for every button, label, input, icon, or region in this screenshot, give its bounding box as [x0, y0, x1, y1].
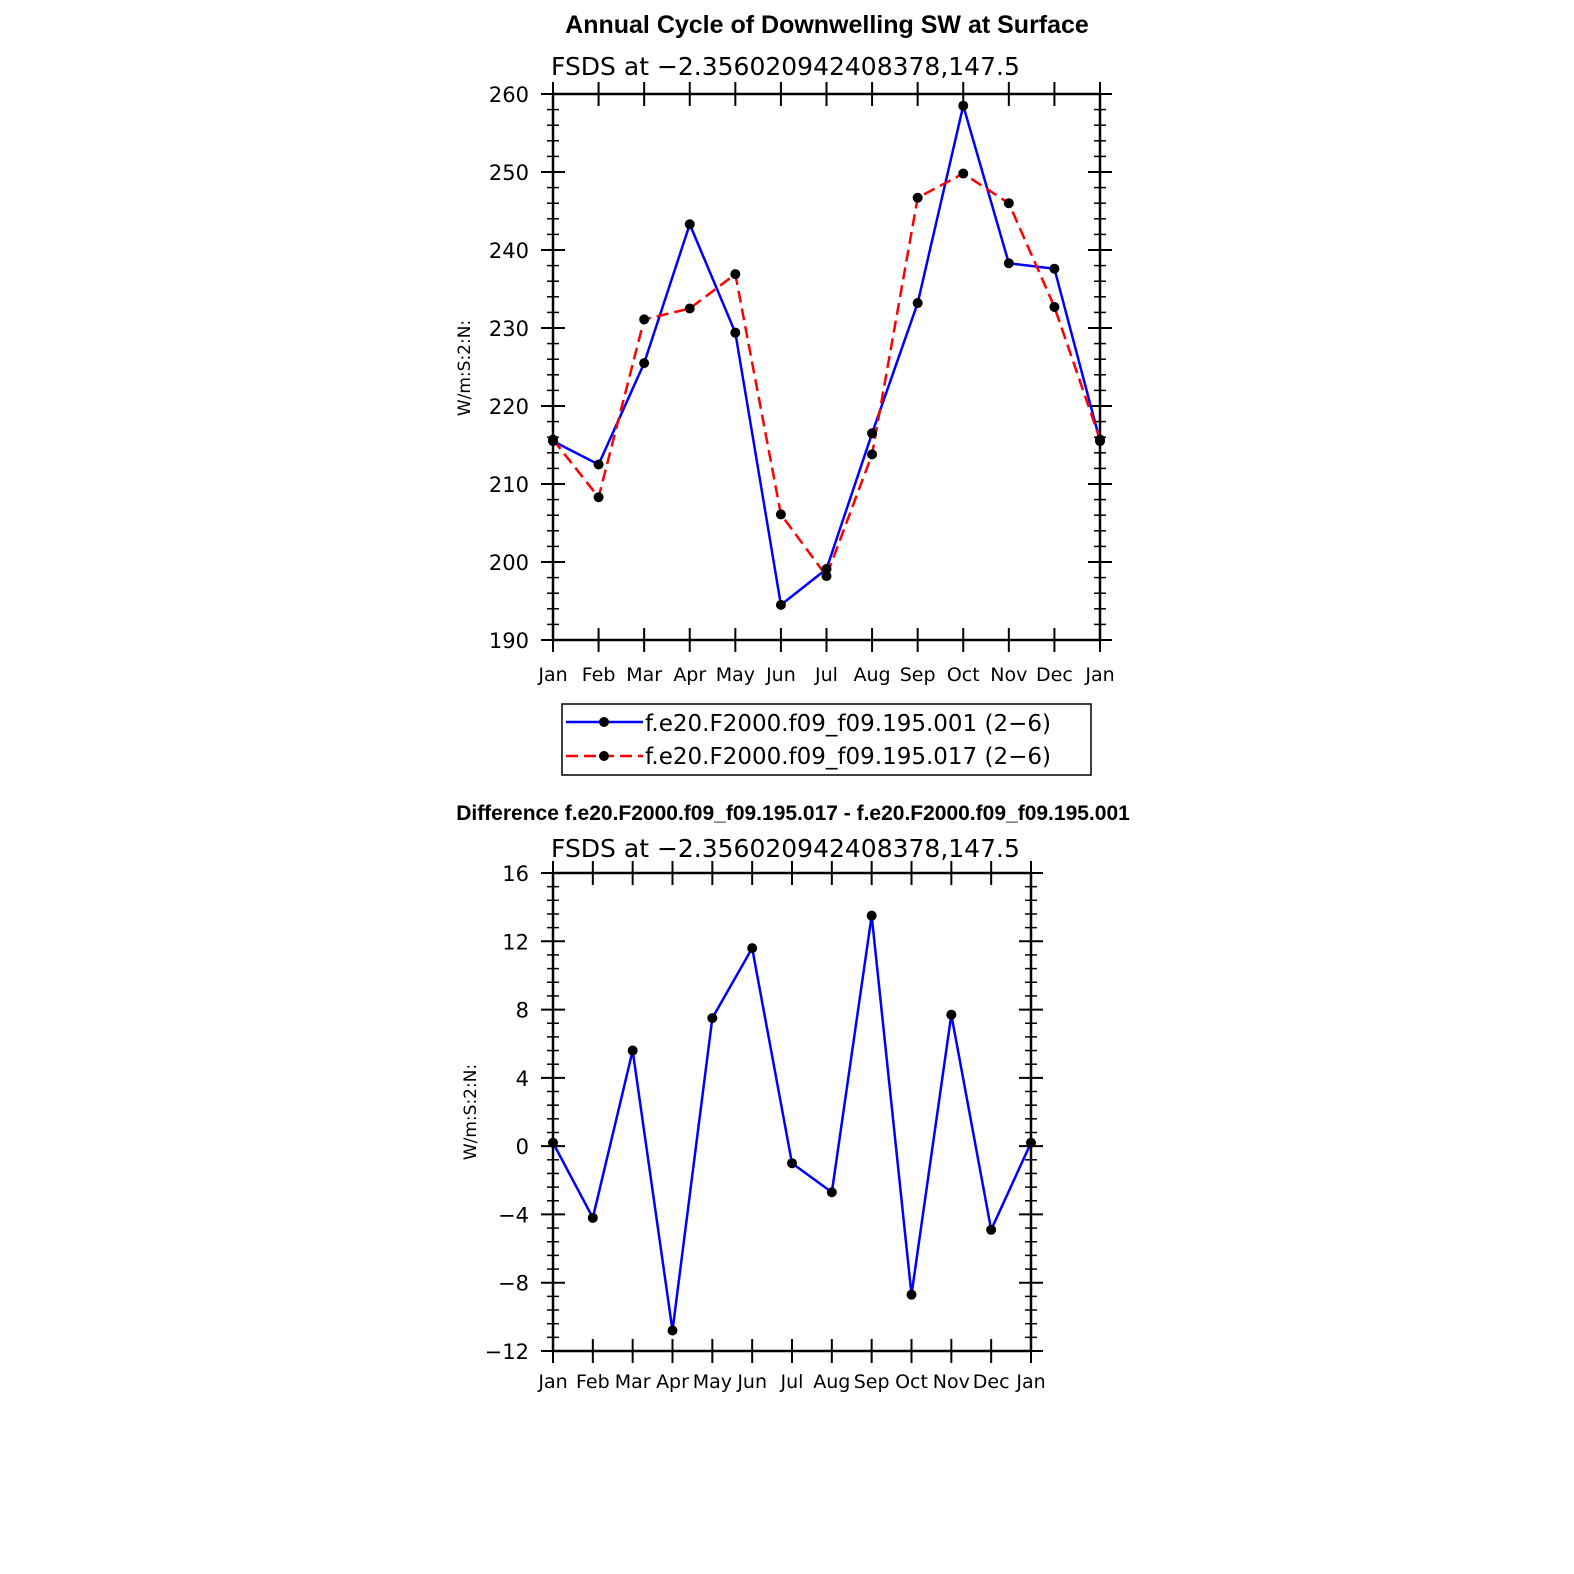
x-tick-label: Aug: [853, 664, 891, 686]
data-point: [1049, 264, 1059, 274]
x-tick-label: Oct: [946, 664, 980, 686]
x-tick-label: Mar: [614, 1371, 651, 1393]
x-tick-label: Jan: [1016, 1371, 1046, 1393]
y-tick-label: 190: [488, 629, 529, 653]
x-tick-label: Mar: [626, 664, 663, 686]
chart-title: Annual Cycle of Downwelling SW at Surface: [565, 11, 1089, 39]
y-tick-label: 220: [488, 395, 529, 419]
data-point: [1026, 1138, 1036, 1148]
x-tick-label: Feb: [576, 1371, 610, 1393]
y-tick-label: 240: [488, 239, 529, 263]
x-tick-label: Sep: [853, 1371, 890, 1393]
x-tick-label: Jun: [766, 664, 796, 686]
x-tick-label: Apr: [673, 664, 707, 686]
data-point: [1004, 198, 1014, 208]
data-point: [913, 193, 923, 203]
x-tick-label: Jul: [780, 1371, 804, 1393]
y-tick-label: 4: [515, 1066, 529, 1091]
series-line: [553, 174, 1100, 576]
x-tick-label: Dec: [972, 1371, 1010, 1393]
data-point: [639, 358, 649, 368]
y-axis-label: W/m:S:2:N:: [461, 1063, 481, 1161]
x-tick-label: Aug: [813, 1371, 851, 1393]
data-point: [867, 911, 877, 921]
plot-frame: [553, 873, 1031, 1351]
y-axis-label: W/m:S:2:N:: [455, 319, 475, 417]
data-point: [548, 435, 558, 445]
chart-subtitle: FSDS at −2.356020942408378,147.5: [551, 834, 1020, 863]
data-point: [867, 428, 877, 438]
x-tick-label: Jan: [538, 1371, 568, 1393]
data-series: [548, 101, 1105, 610]
data-point: [946, 1010, 956, 1020]
x-tick-label: Feb: [581, 664, 616, 686]
data-point: [1049, 302, 1059, 312]
plot-frame: [553, 94, 1100, 640]
x-tick-label: Nov: [990, 664, 1028, 686]
data-point: [548, 1138, 558, 1148]
data-point: [827, 1187, 837, 1197]
y-tick-label: 260: [488, 83, 529, 107]
y-tick-label: −4: [498, 1203, 529, 1228]
x-tick-label: Nov: [932, 1371, 970, 1393]
axis-ticks: [541, 861, 1043, 1363]
data-point: [822, 571, 832, 581]
data-point: [776, 600, 786, 610]
x-tick-labels: [537, 1371, 1045, 1393]
x-tick-label: Jan: [538, 664, 568, 686]
x-tick-labels: [537, 664, 1114, 686]
data-point: [639, 314, 649, 324]
difference-panel: [456, 802, 1130, 1393]
y-tick-labels: [485, 862, 529, 1364]
data-point: [685, 304, 695, 314]
annual-cycle-panel: [455, 11, 1115, 775]
y-tick-label: 230: [488, 317, 529, 341]
y-tick-label: 12: [502, 930, 529, 955]
series-line: [553, 916, 1031, 1331]
y-tick-label: 250: [488, 161, 529, 185]
data-point: [958, 169, 968, 179]
legend-marker: [599, 717, 609, 727]
x-tick-label: Apr: [656, 1371, 689, 1393]
y-tick-label: 210: [488, 473, 529, 497]
data-point: [594, 492, 604, 502]
y-tick-label: 0: [515, 1135, 529, 1160]
data-point: [867, 449, 877, 459]
data-point: [707, 1013, 717, 1023]
x-tick-label: May: [715, 664, 755, 686]
y-tick-label: 16: [502, 862, 529, 886]
data-point: [668, 1326, 678, 1336]
data-point: [1004, 258, 1014, 268]
data-point: [787, 1158, 797, 1168]
x-tick-label: Jan: [1085, 664, 1115, 686]
data-point: [628, 1046, 638, 1056]
x-tick-label: Jul: [815, 664, 838, 686]
y-tick-label: 200: [488, 551, 529, 575]
data-point: [588, 1213, 598, 1223]
y-tick-label: 8: [515, 998, 529, 1023]
x-tick-label: Dec: [1036, 664, 1073, 686]
legend-marker: [599, 751, 609, 761]
data-point: [986, 1225, 996, 1235]
data-point: [685, 219, 695, 229]
x-tick-label: Jun: [737, 1371, 768, 1393]
legend-label: f.e20.F2000.f09_f09.195.017 (2−6): [645, 744, 1051, 770]
chart-title: Difference f.e20.F2000.f09_f09.195.017 - f.e20.F2000.f09_f09.195.001: [456, 802, 1130, 825]
chart-subtitle: FSDS at −2.356020942408378,147.5: [551, 52, 1020, 81]
data-point: [1095, 435, 1105, 445]
data-point: [776, 509, 786, 519]
legend: [562, 704, 1091, 775]
data-point: [913, 298, 923, 308]
y-tick-labels: [489, 83, 529, 653]
x-tick-label: Sep: [899, 664, 936, 686]
data-point: [747, 943, 757, 953]
legend-label: f.e20.F2000.f09_f09.195.001 (2−6): [645, 711, 1051, 737]
data-series: [548, 911, 1036, 1336]
x-tick-label: Oct: [895, 1371, 928, 1393]
x-tick-label: May: [692, 1371, 732, 1393]
y-tick-label: −12: [484, 1340, 529, 1364]
data-point: [594, 460, 604, 470]
data-point: [730, 269, 740, 279]
y-tick-label: −8: [498, 1271, 529, 1296]
data-point: [958, 101, 968, 111]
data-point: [730, 328, 740, 338]
data-point: [907, 1290, 917, 1300]
